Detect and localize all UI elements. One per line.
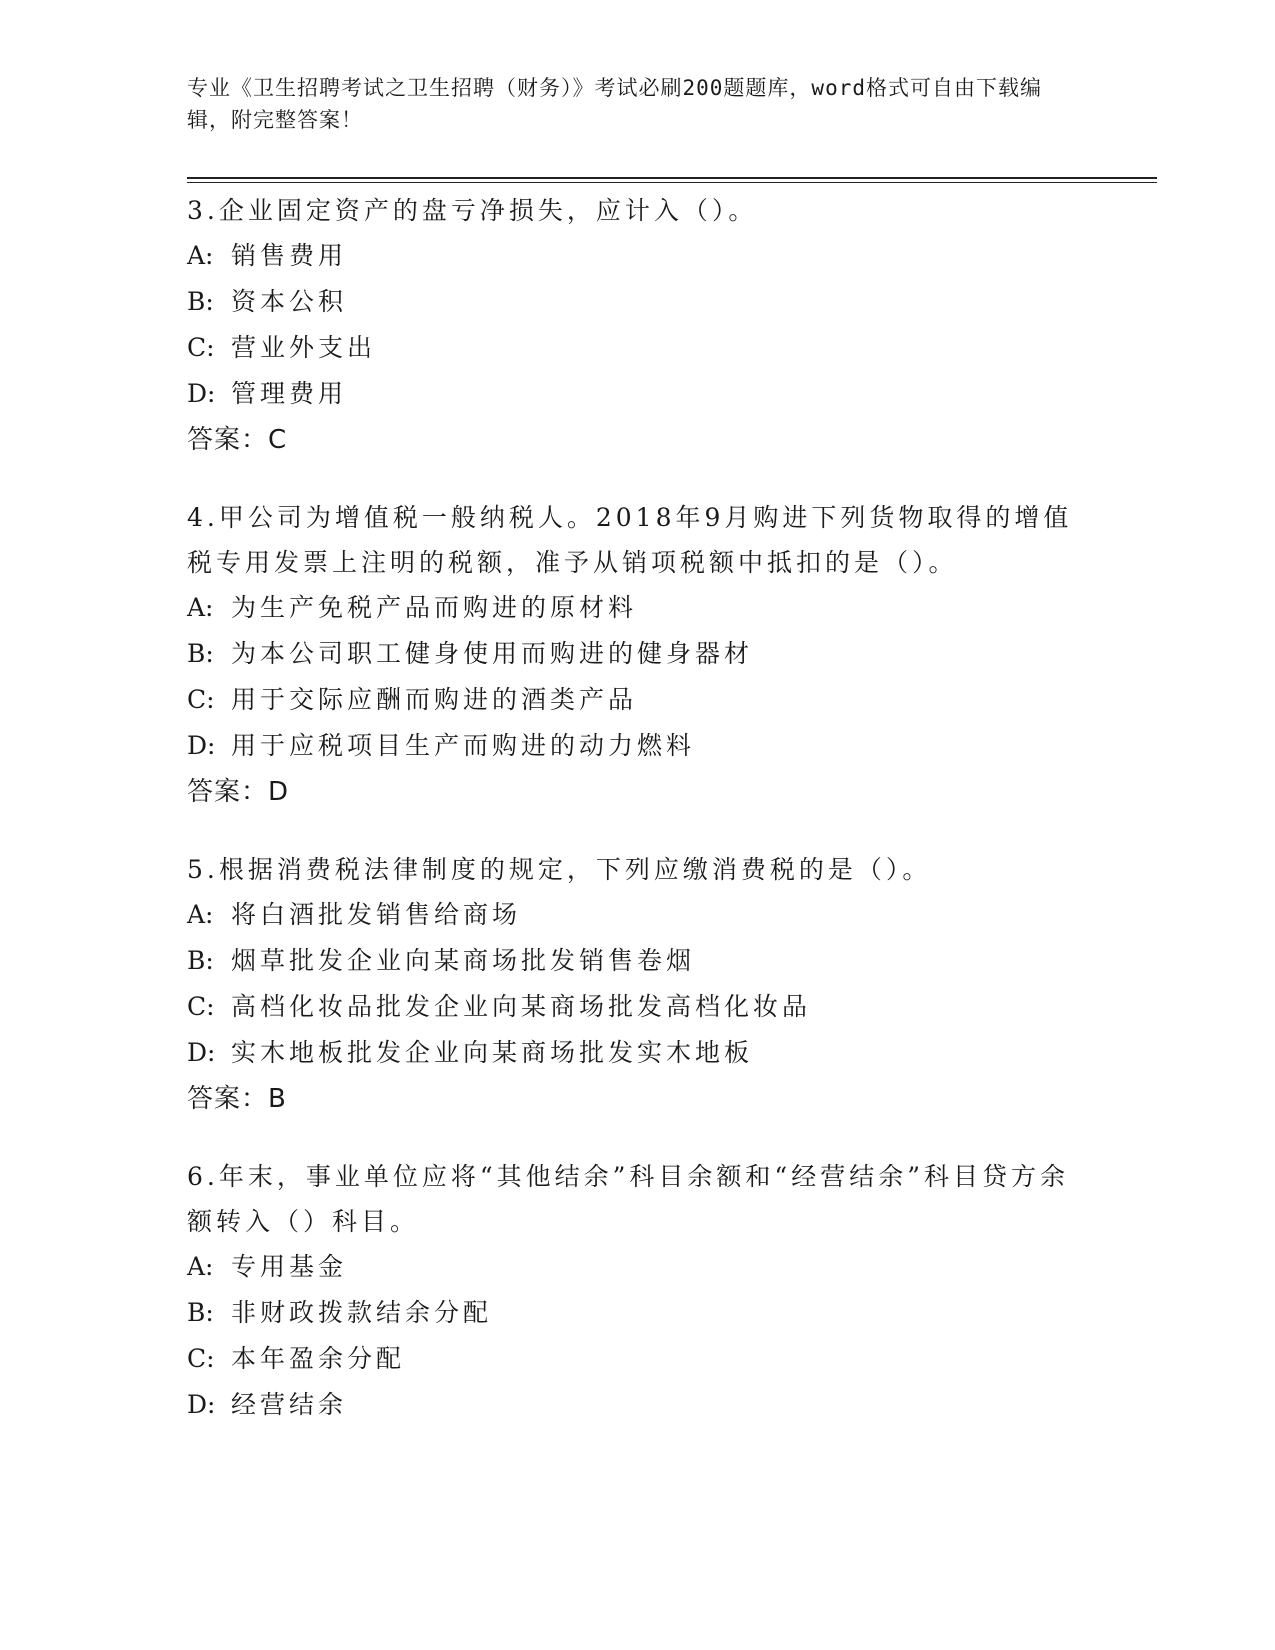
- option-key: A:: [187, 241, 214, 270]
- answer-line: 答案：D: [187, 777, 290, 807]
- option-d: [187, 1030, 1087, 1076]
- option-key: B:: [187, 946, 214, 975]
- option-key: A:: [187, 593, 214, 622]
- header-divider-thick: [187, 177, 1157, 179]
- answer-line: 答案：B: [187, 1084, 287, 1114]
- option-key: C:: [187, 992, 215, 1021]
- option-key: D:: [187, 1038, 216, 1067]
- option-key: D:: [187, 1390, 216, 1419]
- option-key: C:: [187, 685, 215, 714]
- option-c: [187, 1336, 1087, 1382]
- header-divider-thin: [187, 182, 1157, 183]
- option-d: [187, 1382, 1087, 1428]
- option-d: [187, 371, 1087, 417]
- option-text: 管理费用: [231, 379, 348, 408]
- question-5: [187, 847, 1087, 1122]
- option-c: [187, 984, 1087, 1030]
- option-key: A:: [187, 900, 214, 929]
- option-c: [187, 325, 1087, 371]
- option-key: B:: [187, 639, 214, 668]
- question-list: [187, 188, 1087, 1460]
- answer-line: 答案：C: [187, 425, 288, 455]
- question-stem: 4.甲公司为增值税一般纳税人。2018年9月购进下列货物取得的增值税专用发票上注明的税额，准予从销项税额中抵扣的是（）。: [187, 503, 1073, 577]
- option-b: [187, 938, 1087, 984]
- option-a: [187, 585, 1087, 631]
- option-text: 经营结余: [231, 1390, 348, 1419]
- option-c: [187, 677, 1087, 723]
- option-a: [187, 233, 1087, 279]
- option-text: 营业外支出: [231, 333, 377, 362]
- option-text: 资本公积: [231, 287, 348, 316]
- option-text: 烟草批发企业向某商场批发销售卷烟: [231, 946, 696, 975]
- option-text: 高档化妆品批发企业向某商场批发高档化妆品: [231, 992, 812, 1021]
- option-text: 将白酒批发销售给商场: [231, 900, 522, 929]
- option-a: [187, 1244, 1087, 1290]
- question-6: [187, 1154, 1087, 1428]
- option-a: [187, 892, 1087, 938]
- question-stem: 5.根据消费税法律制度的规定，下列应缴消费税的是（）。: [187, 855, 932, 884]
- option-key: C:: [187, 333, 215, 362]
- option-text: 用于应税项目生产而购进的动力燃料: [231, 731, 696, 760]
- option-key: A:: [187, 1252, 214, 1281]
- option-text: 非财政拨款结余分配: [231, 1298, 493, 1327]
- option-text: 本年盈余分配: [231, 1344, 406, 1373]
- option-key: C:: [187, 1344, 215, 1373]
- question-3: [187, 188, 1087, 463]
- question-stem: 6.年末，事业单位应将“其他结余”科目余额和“经营结余”科目贷方余额转入（）科目。: [187, 1162, 1069, 1236]
- option-d: [187, 723, 1087, 769]
- option-text: 实木地板批发企业向某商场批发实木地板: [231, 1038, 754, 1067]
- option-b: [187, 279, 1087, 325]
- option-b: [187, 631, 1087, 677]
- question-stem: 3.企业固定资产的盘亏净损失，应计入（）。: [187, 196, 758, 225]
- option-text: 销售费用: [231, 241, 348, 270]
- option-key: B:: [187, 1298, 214, 1327]
- option-b: [187, 1290, 1087, 1336]
- option-text: 为本公司职工健身使用而购进的健身器材: [231, 639, 754, 668]
- question-4: [187, 495, 1087, 815]
- option-text: 专用基金: [231, 1252, 348, 1281]
- document-header: 专业《卫生招聘考试之卫生招聘（财务）》考试必刷200题题库，word格式可自由下载编辑，附完整答案！: [187, 76, 1042, 132]
- option-text: 为生产免税产品而购进的原材料: [231, 593, 638, 622]
- option-key: D:: [187, 379, 216, 408]
- option-key: D:: [187, 731, 216, 760]
- option-key: B:: [187, 287, 214, 316]
- option-text: 用于交际应酬而购进的酒类产品: [231, 685, 638, 714]
